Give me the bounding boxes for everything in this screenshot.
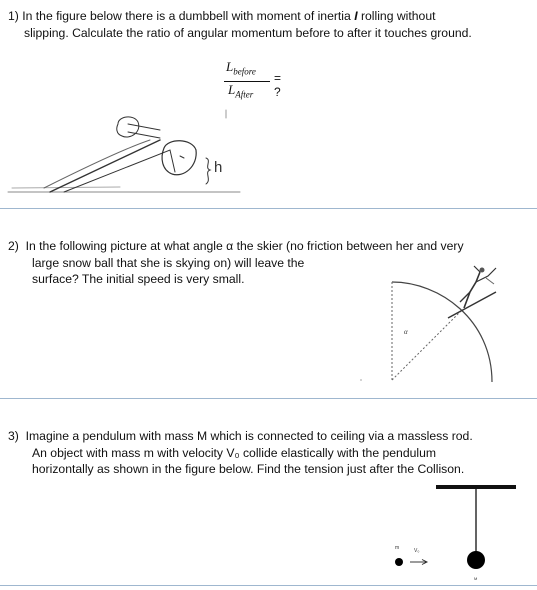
- small-mass-label: m: [395, 545, 400, 551]
- inertia-symbol: I: [354, 9, 358, 23]
- large-mass-label: M: [474, 576, 478, 581]
- section-divider-3: [0, 585, 537, 586]
- question-2-line-3: surface? The initial speed is very small.: [32, 272, 245, 286]
- height-label: h: [214, 159, 223, 176]
- formula-numerator: $L_{before}$: [226, 59, 256, 77]
- question-1-number: 1): [8, 9, 19, 23]
- question-1-line-1: 1) In the figure below there is a dumbbell with moment of inertia I rolling without: [8, 9, 436, 23]
- formula-equals-question: = ?: [274, 71, 282, 99]
- alpha-label: α: [404, 328, 408, 336]
- pendulum-mass-M: [467, 551, 485, 569]
- ceiling-bar: [436, 485, 516, 489]
- velocity-label: V₀: [414, 548, 420, 554]
- question-1-line-2: slipping. Calculate the ratio of angular momentum before to after it touches ground.: [24, 25, 472, 40]
- question-3-line-3: horizontally as shown in the figure below. Find the tension just after the Collison.: [32, 462, 465, 476]
- question-2-line-2: large snow ball that she is skying on) will leave the: [32, 255, 305, 270]
- question-2-line-1: 2) In the following picture at what angle α the skier (no friction between her and very: [8, 239, 464, 253]
- question-3-line-2: An object with mass m with velocity V₀ collide elastically with the pendulum: [32, 445, 437, 460]
- formula-denominator: $L_{After}$: [228, 81, 254, 100]
- small-mass-m: [395, 558, 403, 566]
- question-3-line-1: 3) Imagine a pendulum with mass M which is connected to ceiling via a massless rod.: [8, 429, 473, 443]
